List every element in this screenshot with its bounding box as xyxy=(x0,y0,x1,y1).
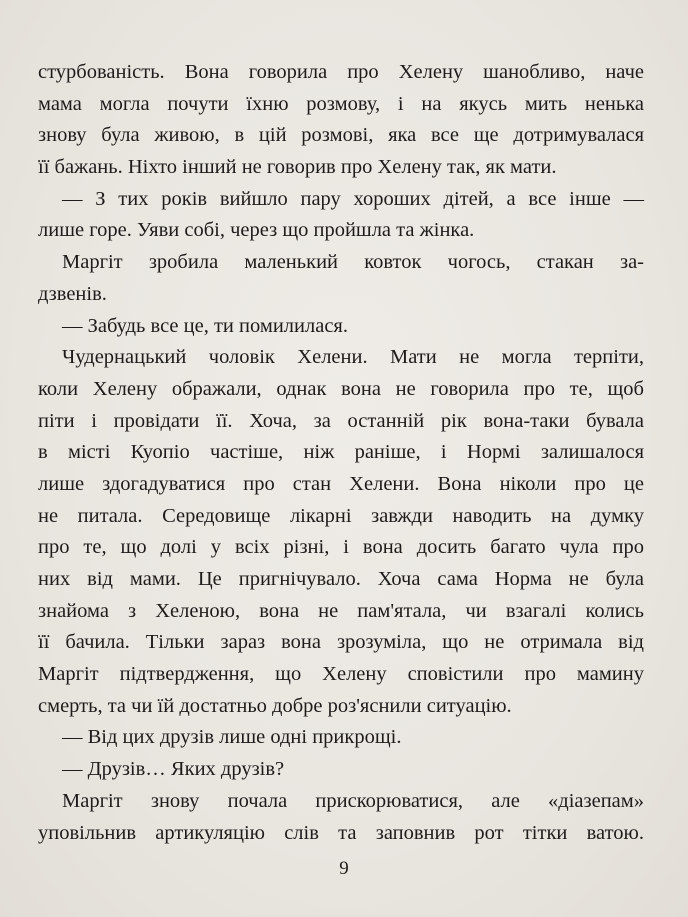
text-line: — Друзів… Яких друзів? xyxy=(62,758,285,781)
text-line: Маргіт підтвердження, що Хелену сповістили про мамину xyxy=(38,663,644,686)
text-line: уповільнив артикуляцію слів та заповнив рот тітки ватою. xyxy=(38,821,644,844)
text-line: знову була живою, в цій розмові, яка все ще дотримувалася xyxy=(38,124,644,147)
text-line: її бачила. Тільки зараз вона зрозуміла, що не отримала від xyxy=(38,631,644,654)
text-line: Маргіт знову почала прискорюватися, але «діазепам» xyxy=(62,789,644,812)
text-line: лише горе. Уяви собі, через що пройшла та жінка. xyxy=(38,219,475,242)
text-line: в місті Куопіо частіше, ніж раніше, і Нормі залишалося xyxy=(38,441,644,464)
text-line: лише здогадуватися про стан Хелени. Вона ніколи про це xyxy=(38,472,644,495)
text-line: Чудернацький чоловік Хелени. Мати не могла терпіти, xyxy=(62,346,644,369)
text-line: стурбованість. Вона говорила про Хелену шанобливо, наче xyxy=(38,61,644,83)
text-line: знайома з Хеленою, вона не пам'ятала, чи взагалі колись xyxy=(38,599,644,622)
text-line: Маргіт зробила маленький ковток чогось, стакан за- xyxy=(62,251,644,274)
text-line: — Від цих друзів лише одні прикрощі. xyxy=(62,726,402,749)
text-line: — З тих років вийшло пару хороших дітей, а все інше — xyxy=(62,187,644,210)
text-line: не питала. Середовище лікарні завжди наводить на думку xyxy=(38,504,644,527)
text-line: — Забудь все це, ти помилилася. xyxy=(62,314,348,337)
text-line: дзвенів. xyxy=(38,282,107,305)
text-line: них від мами. Це пригнічувало. Хоча сама Норма не була xyxy=(38,568,644,590)
page-number: 9 xyxy=(339,858,349,879)
text-line: її бажань. Ніхто інший не говорив про Хелену так, як мати. xyxy=(38,156,557,179)
text-line: коли Хелену ображали, однак вона не говорила про те, щоб xyxy=(38,377,644,400)
text-line: смерть, та чи їй достатньо добре роз'яснили ситуацію. xyxy=(38,694,512,717)
text-line: піти і провідати її. Хоча, за останній рік вона-таки бувала xyxy=(38,409,644,432)
text-line: мама могла почути їхню розмову, і на якусь мить ненька xyxy=(38,92,644,115)
body-text xyxy=(38,57,644,849)
text-line: про те, що долі у всіх різні, і вона досить багато чула про xyxy=(38,536,644,559)
